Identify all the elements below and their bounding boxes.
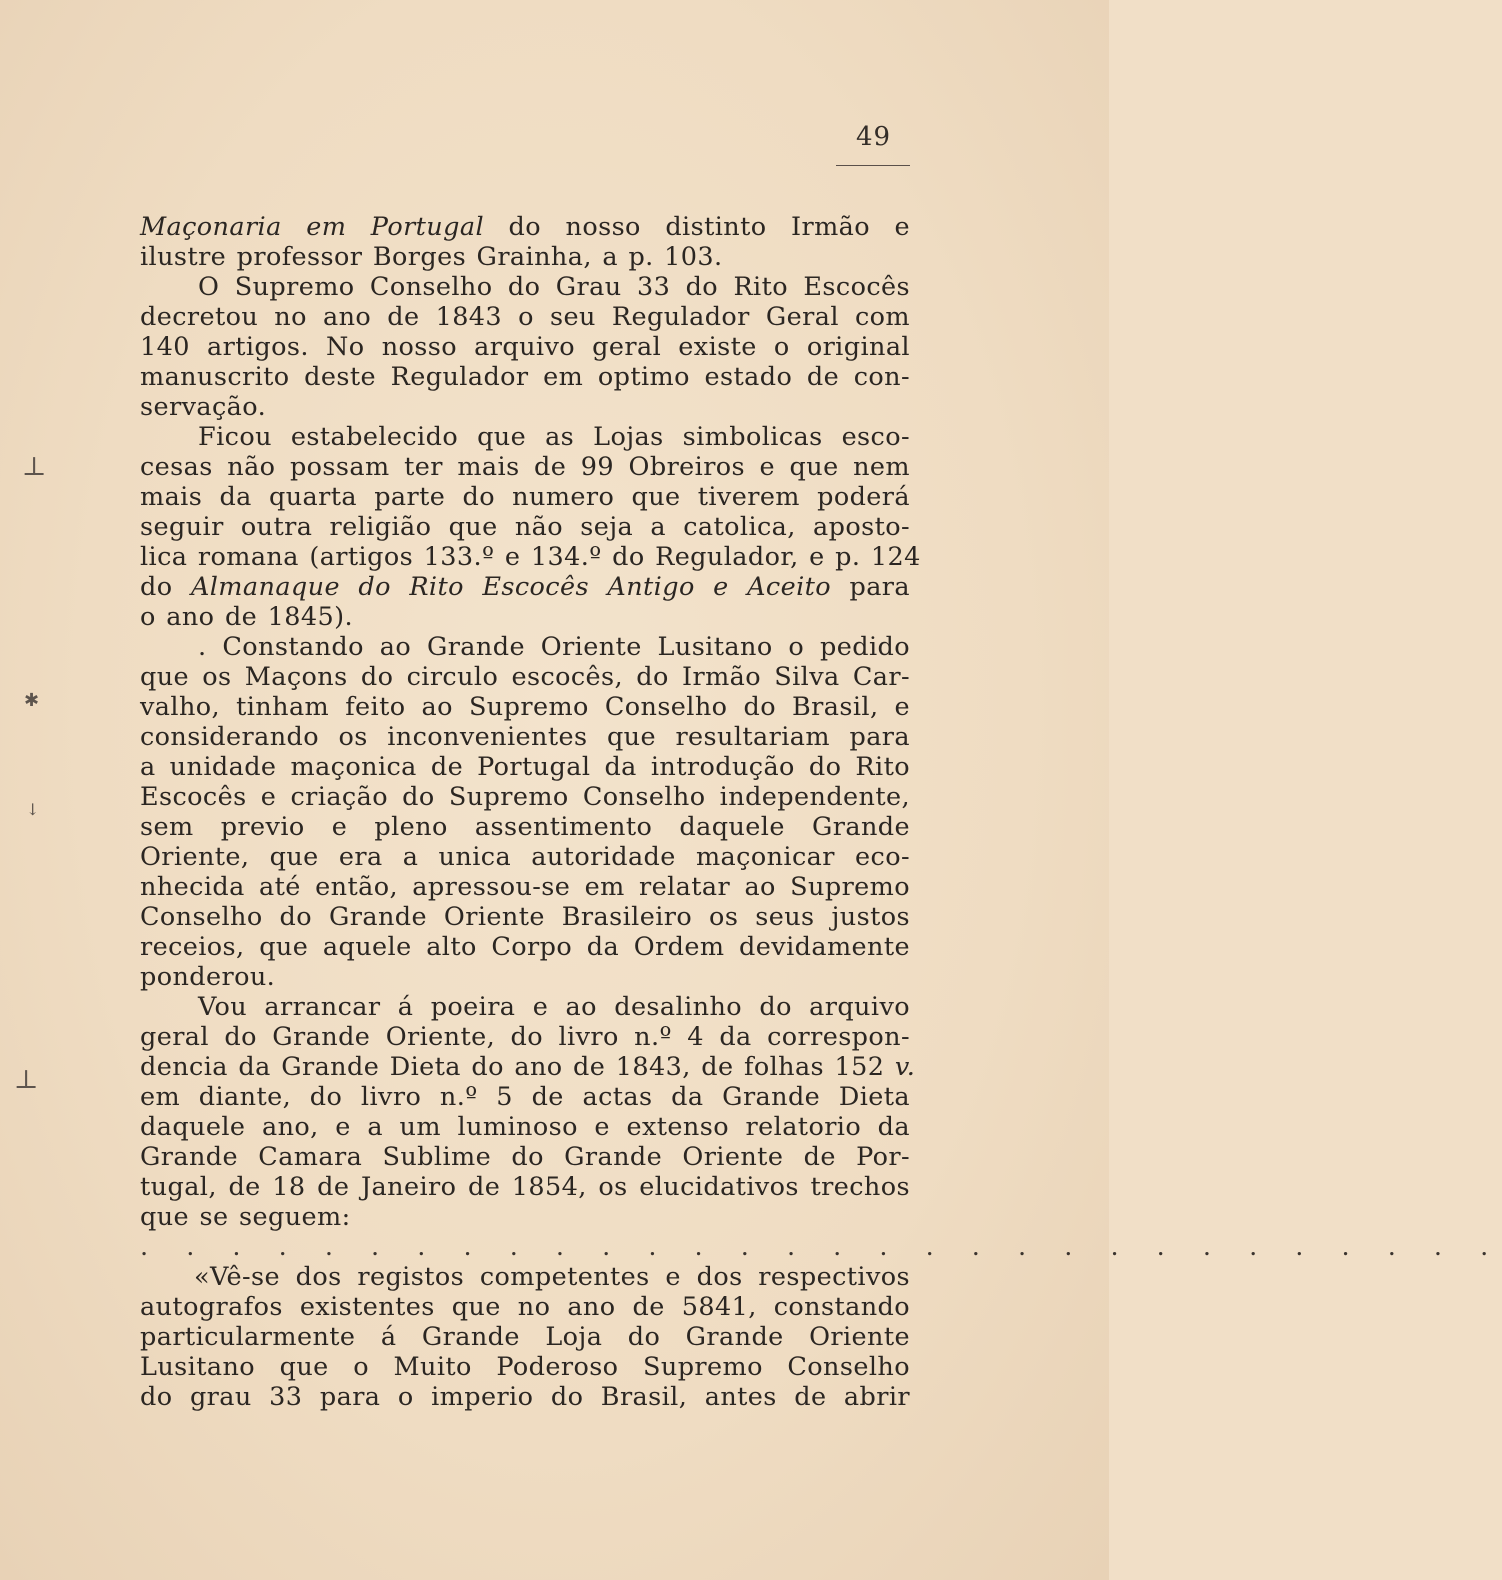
text-run: valho, tinham feito ao Supremo Conselho do Brasil, e: [140, 692, 910, 722]
text-run: que os Maçons do circulo escocês, do Irmão Silva Car-: [140, 662, 910, 692]
text-line: [140, 572, 910, 602]
margin-mark-3: ↓: [26, 800, 40, 819]
text-line: [140, 392, 910, 422]
text-run: do: [140, 572, 191, 602]
margin-mark-1: ⊥: [22, 452, 47, 482]
text-line: [140, 362, 910, 392]
text-run: cesas não possam ter mais de 99 Obreiros e que nem: [140, 452, 910, 482]
text-line: [140, 1142, 910, 1172]
text-run: 140 artigos. No nosso arquivo geral existe o original: [140, 332, 910, 362]
text-run: Vou arrancar á poeira e ao desalinho do arquivo: [198, 992, 910, 1022]
text-run: a unidade maçonica de Portugal da introdução do Rito: [140, 752, 910, 782]
text-run: geral do Grande Oriente, do livro n.º 4 da correspon-: [140, 1022, 910, 1052]
text-line: [140, 602, 910, 632]
ellipsis-line: [140, 1232, 1502, 1262]
text-line: [140, 992, 910, 1022]
text-line: [140, 872, 910, 902]
text-line: [140, 1382, 910, 1412]
text-run: do grau 33 para o imperio do Brasil, antes de abrir: [140, 1382, 910, 1412]
text-line: [140, 422, 910, 452]
text-line: [140, 1352, 910, 1382]
body-text: [140, 212, 1502, 1412]
text-run: servação.: [140, 392, 267, 422]
text-line: [140, 1112, 910, 1142]
text-line: [140, 932, 910, 962]
text-run: Escocês e criação do Supremo Conselho independente,: [140, 782, 910, 812]
text-run: tugal, de 18 de Janeiro de 1854, os elucidativos trechos: [140, 1172, 910, 1202]
margin-mark-2: ✱: [24, 690, 40, 711]
text-run: em diante, do livro n.º 5 de actas da Grande Dieta: [140, 1082, 910, 1112]
text-line: [140, 962, 910, 992]
text-line: [140, 1322, 910, 1352]
text-run: . . . . . . . . . . . . . . . . . . . . . . . . . . . . . .: [140, 1232, 1502, 1262]
page-number: 49: [856, 122, 892, 152]
text-line: [140, 512, 910, 542]
text-line: [140, 662, 910, 692]
text-run: Ficou estabelecido que as Lojas simbolicas esco-: [198, 422, 910, 452]
text-run: Lusitano que o Muito Poderoso Supremo Conselho: [140, 1352, 910, 1382]
text-run: manuscrito deste Regulador em optimo estado de con-: [140, 362, 910, 392]
text-run: o ano de 1845).: [140, 602, 354, 632]
text-line: [140, 812, 910, 842]
text-line: [140, 1202, 910, 1232]
text-run: do nosso distinto Irmão e: [484, 212, 911, 242]
italic-title: Almanaque do Rito Escocês Antigo e Aceito: [190, 572, 832, 602]
text-run: . Constando ao Grande Oriente Lusitano o pedido: [198, 632, 910, 662]
text-line: [140, 542, 921, 572]
text-run: para: [831, 572, 910, 602]
text-line: [140, 1052, 916, 1082]
text-run: receios, que aquele alto Corpo da Ordem devidamente: [140, 932, 910, 962]
text-run: Conselho do Grande Oriente Brasileiro os seus justos: [140, 902, 910, 932]
text-run: lica romana (artigos 133.º e 134.º do Regulador, e p. 124: [140, 542, 921, 572]
text-line: [140, 692, 910, 722]
text-line: [140, 782, 910, 812]
text-line: [140, 332, 910, 362]
text-run: sem previo e pleno assentimento daquele Grande: [140, 812, 910, 842]
text-run: dencia da Grande Dieta do ano de 1843, de folhas 152: [140, 1052, 895, 1082]
text-run: particularmente á Grande Loja do Grande Oriente: [140, 1322, 910, 1352]
italic-title: v.: [894, 1052, 916, 1082]
text-line: [140, 1022, 910, 1052]
text-run: decretou no ano de 1843 o seu Regulador Geral com: [140, 302, 910, 332]
italic-title: Maçonaria em Portugal: [140, 212, 485, 242]
text-line: [140, 752, 910, 782]
text-line: [140, 1172, 910, 1202]
text-run: daquele ano, e a um luminoso e extenso relatorio da: [140, 1112, 910, 1142]
text-line: [140, 482, 910, 512]
text-run: Oriente, que era a unica autoridade maçonicar eco-: [140, 842, 910, 872]
text-line: [140, 212, 910, 242]
text-line: [140, 272, 910, 302]
text-run: Grande Camara Sublime do Grande Oriente de Por-: [140, 1142, 910, 1172]
text-run: O Supremo Conselho do Grau 33 do Rito Escocês: [198, 272, 910, 302]
text-line: [140, 1292, 910, 1322]
text-line: [140, 1262, 910, 1292]
margin-mark-4: ⊥: [14, 1065, 39, 1095]
text-run: ponderou.: [140, 962, 276, 992]
page-number-rule: [836, 165, 910, 166]
text-run: ilustre professor Borges Grainha, a p. 103.: [140, 242, 723, 272]
text-run: mais da quarta parte do numero que tiverem poderá: [140, 482, 910, 512]
text-run: autografos existentes que no ano de 5841, constando: [140, 1292, 910, 1322]
text-line: [140, 242, 910, 272]
text-line: [140, 1082, 910, 1112]
text-line: [140, 902, 910, 932]
text-line: [140, 842, 910, 872]
text-line: [140, 632, 910, 662]
text-line: [140, 302, 910, 332]
text-line: [140, 722, 910, 752]
text-run: que se seguem:: [140, 1202, 351, 1232]
text-line: [140, 452, 910, 482]
text-run: nhecida até então, apressou-se em relatar ao Supremo: [140, 872, 910, 902]
text-run: seguir outra religião que não seja a catolica, aposto-: [140, 512, 910, 542]
text-run: «Vê-se dos registos competentes e dos respectivos: [194, 1262, 910, 1292]
text-run: considerando os inconvenientes que resultariam para: [140, 722, 910, 752]
